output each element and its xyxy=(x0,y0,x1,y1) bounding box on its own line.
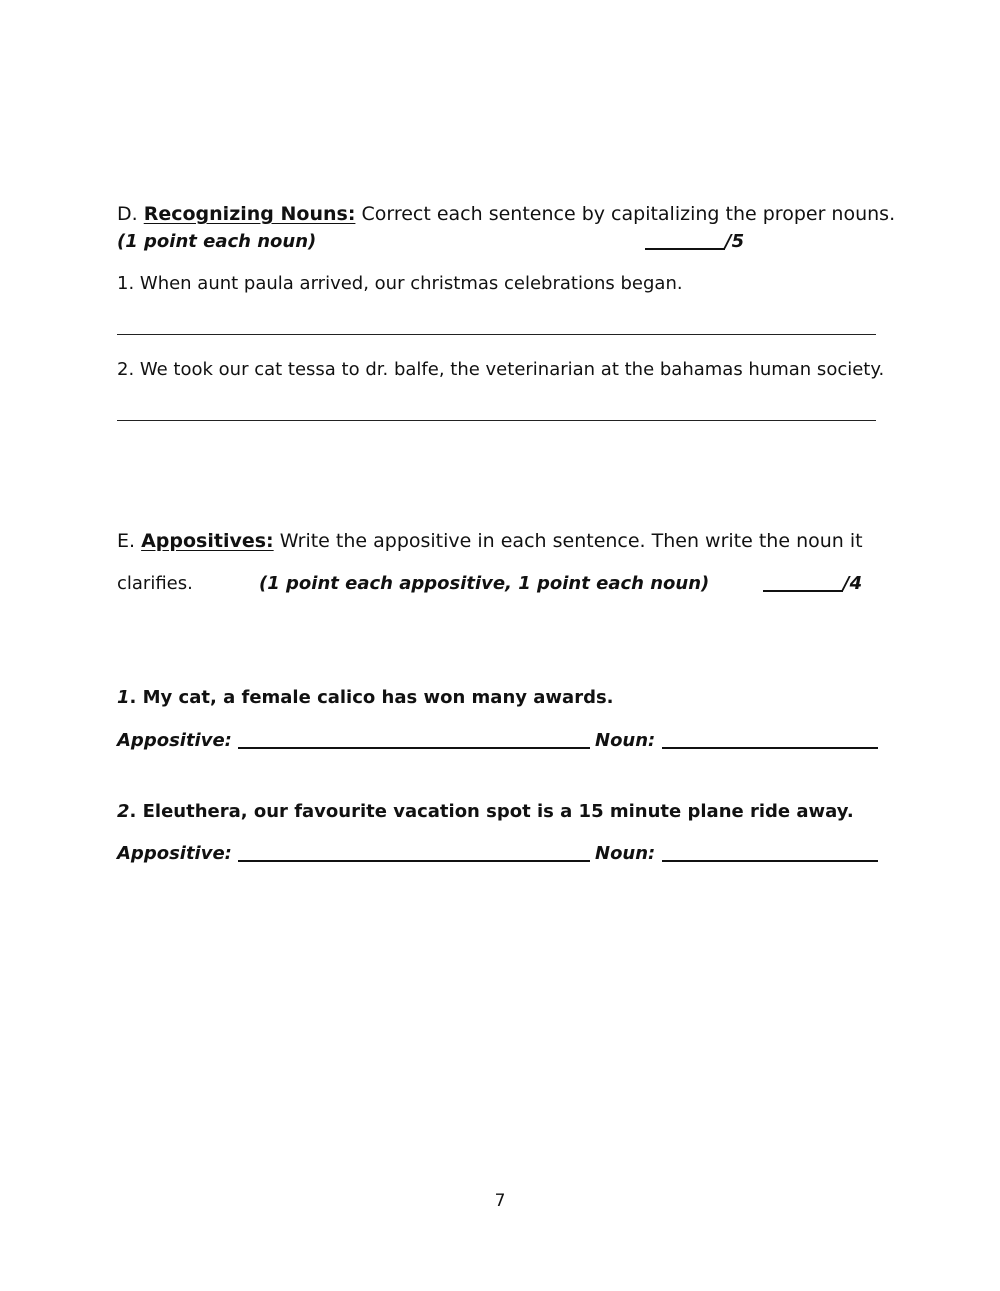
section-e-points: (1 point each appositive, 1 point each noun) xyxy=(259,573,710,594)
section-e-item-2-noun-row xyxy=(595,842,878,866)
noun-answer-blank[interactable] xyxy=(662,842,878,862)
section-e-heading xyxy=(117,529,863,553)
section-e-item-1-noun-row xyxy=(595,729,878,753)
section-e-instruction: Write the appositive in each sentence. Then write the noun it xyxy=(273,530,863,552)
section-e-score-blank[interactable] xyxy=(763,572,843,592)
section-d-score-total: /5 xyxy=(725,231,745,252)
appositive-label: Appositive: xyxy=(117,843,232,864)
section-d-heading xyxy=(117,202,895,226)
section-e-item-2-sentence: . Eleuthera, our favourite vacation spot is a 15 minute plane ride away. xyxy=(129,801,854,822)
section-e-item-1-number: 1 xyxy=(117,687,130,708)
section-e-item-2-number: 2 xyxy=(117,801,130,822)
appositive-answer-blank[interactable] xyxy=(238,729,590,749)
section-d-points: (1 point each noun) xyxy=(117,231,317,252)
appositive-answer-blank[interactable] xyxy=(238,842,590,862)
section-e-title: Appositives: xyxy=(141,530,274,552)
section-d-letter: D. xyxy=(117,203,138,225)
section-e-score xyxy=(763,572,862,596)
section-d-item-2: 2. We took our cat tessa to dr. balfe, the veterinarian at the bahamas human society. xyxy=(117,359,885,380)
noun-label: Noun: xyxy=(595,843,656,864)
page-number: 7 xyxy=(494,1191,506,1211)
noun-answer-blank[interactable] xyxy=(662,729,878,749)
section-d-score xyxy=(645,230,744,254)
section-d-instruction: Correct each sentence by capitalizing the proper nouns. xyxy=(355,203,896,225)
section-d-score-blank[interactable] xyxy=(645,230,725,250)
appositive-label: Appositive: xyxy=(117,730,232,751)
noun-label: Noun: xyxy=(595,730,656,751)
section-e-item-2-appositive-row xyxy=(117,842,590,866)
section-e-item-1-sentence: . My cat, a female calico has won many awards. xyxy=(129,687,614,708)
section-d-title: Recognizing Nouns: xyxy=(143,203,356,225)
section-e-item-1-appositive-row xyxy=(117,729,590,753)
section-e-item-1 xyxy=(117,686,614,710)
section-d-answer-line-2[interactable] xyxy=(117,420,876,421)
section-d-item-1: 1. When aunt paula arrived, our christmas celebrations began. xyxy=(117,273,683,294)
section-e-item-2 xyxy=(117,800,854,824)
section-e-score-total: /4 xyxy=(843,573,863,594)
section-d-answer-line-1[interactable] xyxy=(117,334,876,335)
section-e-letter: E. xyxy=(117,530,136,552)
section-e-instruction-cont: clarifies. xyxy=(117,573,193,594)
